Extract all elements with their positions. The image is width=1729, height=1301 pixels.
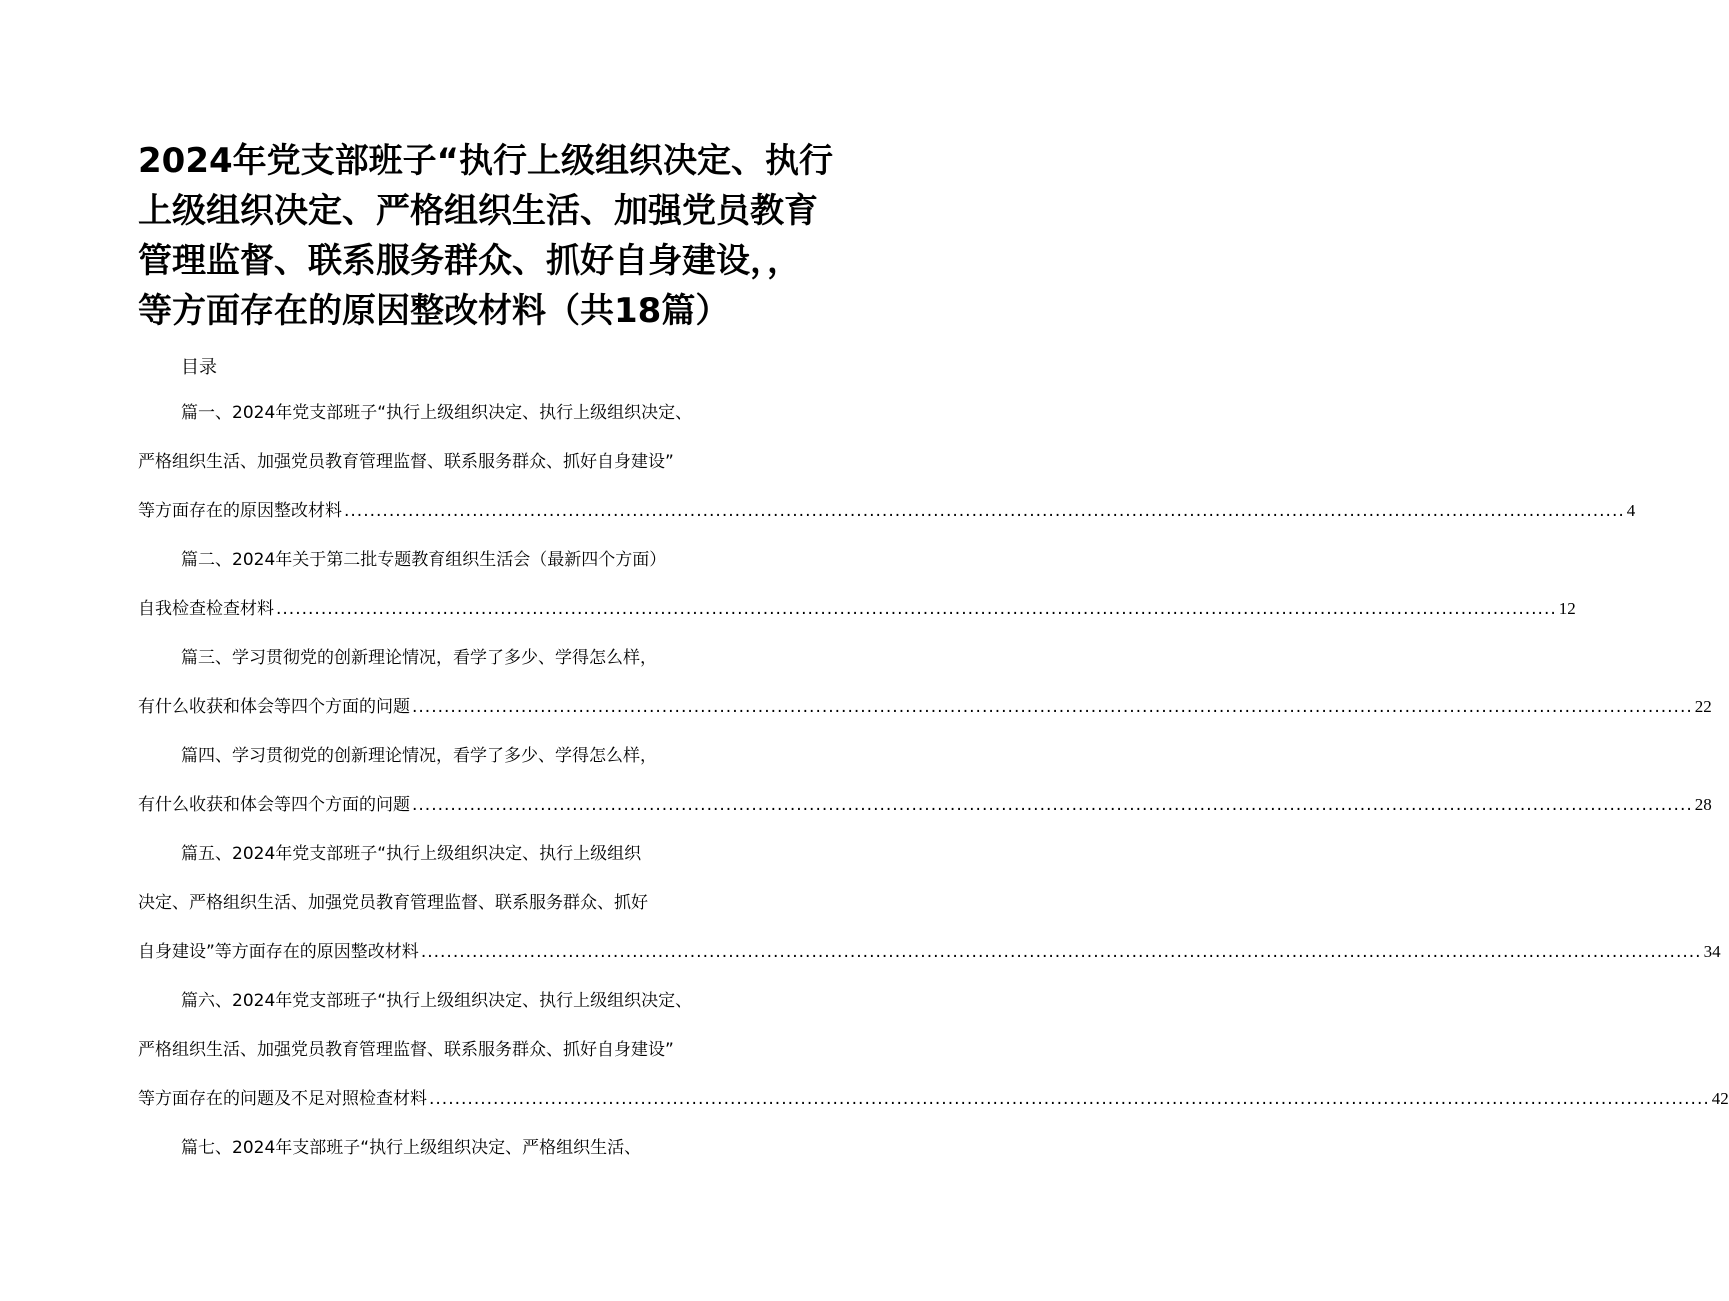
dot-leader: ........................................................................................................................................................................................................	[412, 697, 1693, 717]
toc-entry-line: 篇三、学习贯彻党的创新理论情况，看学了多少、学得怎么样，	[181, 648, 657, 668]
dot-leader: ........................................................................................................................................................................................................	[420, 942, 1702, 962]
toc-entry-text: 有什么收获和体会等四个方面的问题	[138, 795, 410, 815]
toc-entry-last-line	[138, 498, 1636, 524]
toc-page-number: 22	[1694, 697, 1712, 716]
title-line: 上级组织决定、严格组织生活、加强党员教育	[138, 191, 818, 231]
toc-entry-last-line	[138, 792, 1712, 818]
dot-leader: ........................................................................................................................................................................................................	[429, 1089, 1710, 1109]
dot-leader: ........................................................................................................................................................................................................	[344, 501, 1625, 521]
toc-entry-text: 自我检查检查材料	[138, 599, 274, 619]
toc-page-number: 12	[1558, 599, 1576, 618]
toc-entry-last-line	[138, 694, 1712, 720]
toc-entry-line: 篇一、2024年党支部班子“执行上级组织决定、执行上级组织决定、	[181, 403, 693, 423]
toc-entry-last-line	[138, 1086, 1729, 1112]
toc-entry-line: 严格组织生活、加强党员教育管理监督、联系服务群众、抓好自身建设”	[138, 1040, 674, 1060]
title-line: 等方面存在的原因整改材料（共18篇）	[138, 291, 730, 331]
toc-entry-line: 篇二、2024年关于第二批专题教育组织生活会（最新四个方面）	[181, 550, 667, 570]
toc-entry-line: 篇四、学习贯彻党的创新理论情况，看学了多少、学得怎么样，	[181, 746, 657, 766]
dot-leader: ........................................................................................................................................................................................................	[412, 795, 1693, 815]
dot-leader: ........................................................................................................................................................................................................	[276, 599, 1557, 619]
toc-entry-line: 决定、严格组织生活、加强党员教育管理监督、联系服务群众、抓好	[138, 893, 648, 913]
title-line: 2024年党支部班子“执行上级组织决定、执行	[138, 141, 833, 181]
document-title	[138, 136, 833, 336]
toc-entry-last-line	[138, 939, 1721, 965]
toc-entry-line: 篇六、2024年党支部班子“执行上级组织决定、执行上级组织决定、	[181, 991, 693, 1011]
toc-page-number: 34	[1703, 942, 1721, 961]
title-line: 管理监督、联系服务群众、抓好自身建设，，	[138, 241, 801, 281]
toc-entry-text: 等方面存在的原因整改材料	[138, 501, 342, 521]
toc-entry-text: 自身建设”等方面存在的原因整改材料	[138, 942, 419, 962]
toc-page-number: 42	[1711, 1089, 1729, 1108]
toc-entry-text: 等方面存在的问题及不足对照检查材料	[138, 1089, 427, 1109]
toc-entry-line: 篇五、2024年党支部班子“执行上级组织决定、执行上级组织	[181, 844, 642, 864]
toc-page-number: 28	[1694, 795, 1712, 814]
toc-heading: 目录	[181, 357, 217, 378]
toc-entry-line: 篇七、2024年支部班子“执行上级组织决定、严格组织生活、	[181, 1138, 642, 1158]
toc-entry-last-line	[138, 596, 1576, 622]
toc-entry-line: 严格组织生活、加强党员教育管理监督、联系服务群众、抓好自身建设”	[138, 452, 674, 472]
toc-entry-text: 有什么收获和体会等四个方面的问题	[138, 697, 410, 717]
toc-page-number: 4	[1626, 501, 1636, 520]
